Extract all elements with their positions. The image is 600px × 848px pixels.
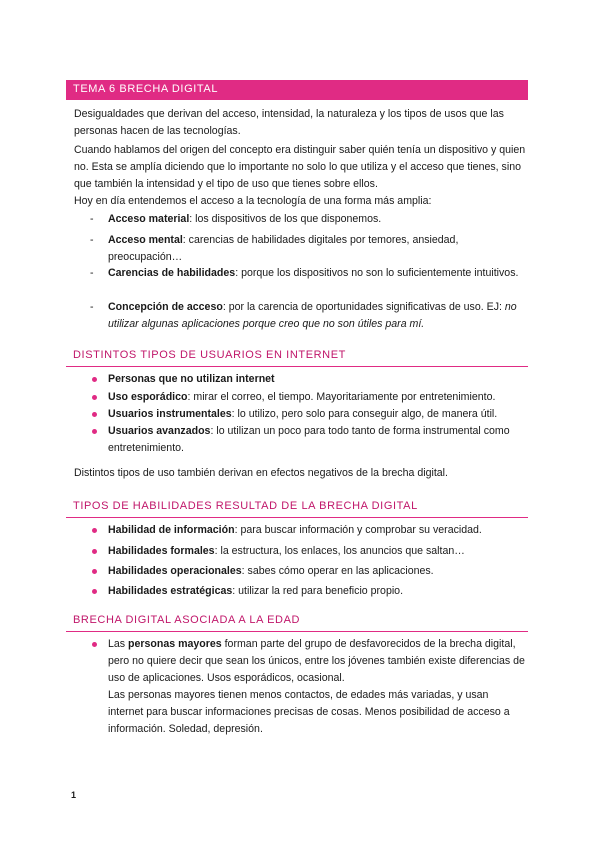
list-item bbox=[108, 636, 526, 738]
item-term: Uso esporádico bbox=[108, 391, 188, 403]
list-item bbox=[108, 232, 526, 266]
bullet-dot bbox=[92, 569, 97, 574]
item-lead: Las bbox=[108, 638, 129, 650]
bullet-dot bbox=[92, 395, 97, 400]
section-heading: BRECHA DIGITAL ASOCIADA A LA EDAD bbox=[66, 614, 528, 632]
item-text-continued: Las personas mayores tienen menos contactos, de edades más variadas, y usan internet para buscar informaciones precisas de cosas. Menos posibilidad de acceso a información. Soledad, depresión. bbox=[108, 689, 510, 735]
dash-marker: - bbox=[90, 213, 94, 225]
list-item bbox=[108, 423, 526, 457]
item-text: : porque los dispositivos no son lo suficientemente intuitivos. bbox=[235, 267, 519, 279]
item-term: Usuarios avanzados bbox=[108, 425, 211, 437]
item-term: Habilidades estratégicas bbox=[108, 585, 233, 597]
list-item bbox=[108, 211, 526, 228]
section-heading: TIPOS DE HABILIDADES RESULTAD DE LA BRECHA DIGITAL bbox=[66, 500, 528, 518]
item-text: : mirar el correo, el tiempo. Mayoritariamente por entretenimiento. bbox=[187, 391, 496, 403]
item-example: no utilizar algunas aplicaciones porque creo que no son útiles para mí. bbox=[108, 301, 517, 330]
list-item bbox=[108, 371, 526, 388]
item-text: : carencias de habilidades digitales por temores, ansiedad, preocupación… bbox=[108, 234, 459, 263]
item-text: : utilizar la red para beneficio propio. bbox=[232, 585, 404, 597]
list-item bbox=[108, 522, 526, 539]
item-text: : por la carencia de oportunidades significativas de uso. EJ: bbox=[222, 301, 505, 313]
dash-marker: - bbox=[90, 301, 94, 313]
item-term: Usuarios instrumentales bbox=[108, 408, 232, 420]
section-banner bbox=[66, 80, 528, 100]
bullet-dot bbox=[92, 589, 97, 594]
bullet-dot bbox=[92, 412, 97, 417]
list-item bbox=[108, 543, 526, 560]
item-term: Carencias de habilidades bbox=[108, 267, 236, 279]
list-item bbox=[108, 406, 526, 423]
item-term: Habilidad de información bbox=[108, 524, 235, 536]
page-number: 1 bbox=[71, 790, 77, 800]
dash-marker: - bbox=[90, 267, 94, 279]
section-title: TEMA 6 BRECHA DIGITAL bbox=[73, 83, 219, 95]
list-item bbox=[108, 563, 526, 580]
bullet-dot bbox=[92, 549, 97, 554]
bullet-dot bbox=[92, 377, 97, 382]
item-term: personas mayores bbox=[128, 638, 222, 650]
section-heading: DISTINTOS TIPOS DE USUARIOS EN INTERNET bbox=[66, 349, 528, 367]
item-text: : los dispositivos de los que disponemos. bbox=[189, 213, 382, 225]
item-text: : para buscar información y comprobar su veracidad. bbox=[234, 524, 482, 536]
paragraph-definition: Desigualdades que derivan del acceso, intensidad, la naturaleza y los tipos de usos que las personas hacen de las tecnologías. bbox=[74, 108, 504, 137]
bullet-dot bbox=[92, 429, 97, 434]
item-text: forman parte del grupo de desfavorecidos de la brecha digital, pero no quiere decir que sean los únicos, entre los jóvenes también existe diferencias de uso de aplicaciones. Usos esporádicos, ocasional. bbox=[108, 638, 525, 684]
paragraph-negative-effects: Distintos tipos de uso también derivan en efectos negativos de la brecha digital. bbox=[74, 467, 448, 479]
list-item bbox=[108, 583, 526, 600]
item-term: Personas que no utilizan internet bbox=[108, 373, 275, 385]
item-text: : sabes cómo operar en las aplicaciones. bbox=[241, 565, 434, 577]
item-term: Habilidades formales bbox=[108, 545, 215, 557]
list-item bbox=[108, 265, 526, 282]
item-term: Acceso mental bbox=[108, 234, 183, 246]
list-item bbox=[108, 389, 526, 406]
bullet-dot bbox=[92, 528, 97, 533]
item-term: Habilidades operacionales bbox=[108, 565, 242, 577]
item-text: : la estructura, los enlaces, los anuncios que saltan… bbox=[214, 545, 465, 557]
dash-marker: - bbox=[90, 234, 94, 246]
paragraph-intro: Hoy en día entendemos el acceso a la tecnología de una forma más amplia: bbox=[74, 195, 432, 207]
list-item bbox=[108, 299, 526, 333]
item-term: Concepción de acceso bbox=[108, 301, 223, 313]
item-term: Acceso material bbox=[108, 213, 190, 225]
item-text: : lo utilizan un poco para todo tanto de forma instrumental como entretenimiento. bbox=[108, 425, 510, 454]
bullet-dot bbox=[92, 642, 97, 647]
paragraph-origin: Cuando hablamos del origen del concepto era distinguir saber quién tenía un dispositivo y quien no. Esta se amplía diciendo que lo importante no solo lo que utiliza y el acceso que tienes, sino que también la intensidad y el tipo de uso que tienes sobre ellos. bbox=[74, 144, 526, 190]
item-text: : lo utilizo, pero solo para conseguir algo, de manera útil. bbox=[231, 408, 498, 420]
